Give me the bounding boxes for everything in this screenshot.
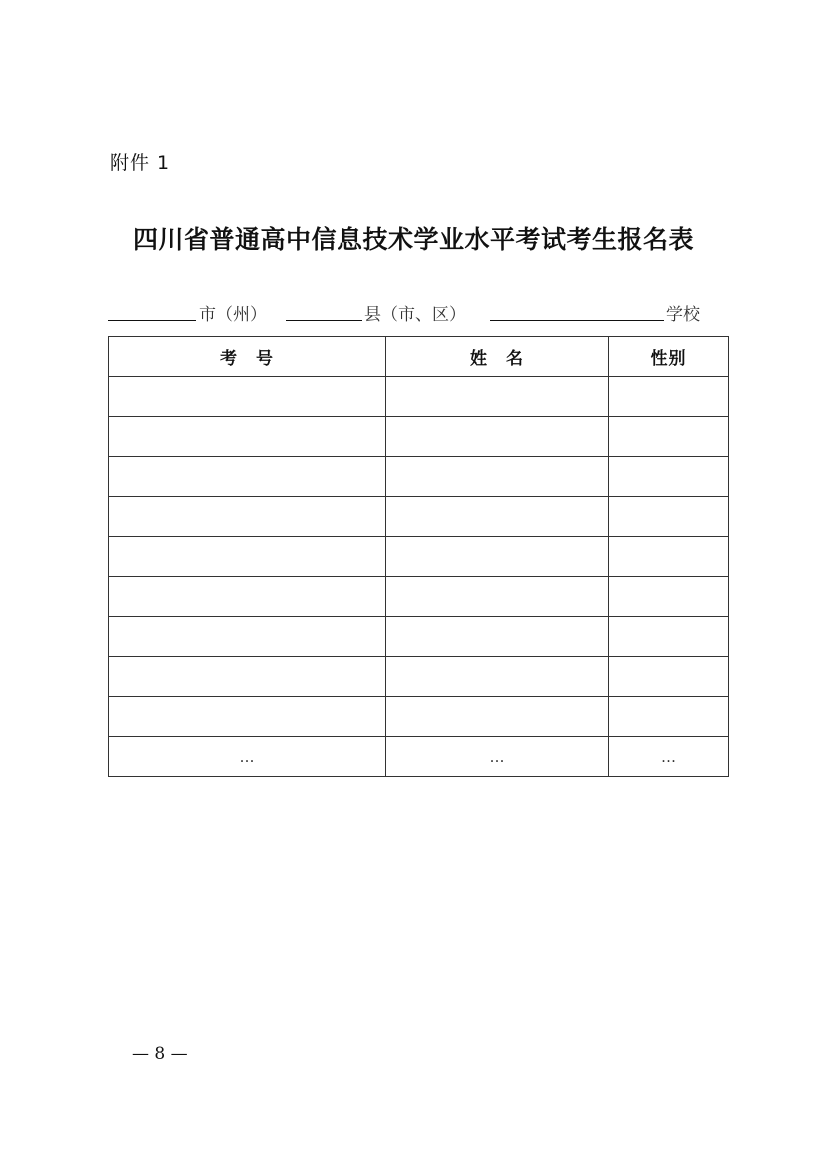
name-cell[interactable] — [386, 537, 609, 577]
exam-number-cell[interactable] — [109, 577, 386, 617]
header-gender: 性别 — [609, 337, 729, 377]
header-name: 姓 名 — [386, 337, 609, 377]
header-exam-number: 考 号 — [109, 337, 386, 377]
page-number: — 8 — — [132, 1044, 188, 1064]
name-cell[interactable] — [386, 457, 609, 497]
gender-cell[interactable] — [609, 377, 729, 417]
table-row — [109, 497, 729, 537]
county-label: 县（市、区） — [364, 305, 466, 325]
school-label: 学校 — [666, 305, 700, 325]
continuation-ellipsis: … — [386, 737, 609, 777]
table-row — [109, 377, 729, 417]
table-row — [109, 457, 729, 497]
table-row — [109, 577, 729, 617]
gender-cell[interactable] — [609, 537, 729, 577]
exam-number-cell[interactable] — [109, 617, 386, 657]
gender-cell[interactable] — [609, 617, 729, 657]
exam-number-cell[interactable] — [109, 497, 386, 537]
table-row — [109, 417, 729, 457]
table-row — [109, 697, 729, 737]
location-fill-line — [108, 300, 728, 324]
name-cell[interactable] — [386, 617, 609, 657]
table-row — [109, 537, 729, 577]
attachment-label: 附件 1 — [110, 152, 171, 174]
name-cell[interactable] — [386, 657, 609, 697]
table-header-row — [109, 337, 729, 377]
gender-cell[interactable] — [609, 697, 729, 737]
exam-number-cell[interactable] — [109, 537, 386, 577]
school-blank[interactable] — [490, 320, 664, 321]
name-cell[interactable] — [386, 377, 609, 417]
form-title: 四川省普通高中信息技术学业水平考试考生报名表 — [132, 225, 694, 254]
exam-number-cell[interactable] — [109, 697, 386, 737]
table-row — [109, 657, 729, 697]
continuation-row — [109, 737, 729, 777]
name-cell[interactable] — [386, 497, 609, 537]
continuation-ellipsis: … — [609, 737, 729, 777]
name-cell[interactable] — [386, 697, 609, 737]
exam-number-cell[interactable] — [109, 657, 386, 697]
registration-table — [108, 336, 729, 777]
exam-number-cell[interactable] — [109, 457, 386, 497]
gender-cell[interactable] — [609, 457, 729, 497]
gender-cell[interactable] — [609, 417, 729, 457]
gender-cell[interactable] — [609, 657, 729, 697]
county-blank[interactable] — [286, 320, 362, 321]
name-cell[interactable] — [386, 417, 609, 457]
exam-number-cell[interactable] — [109, 377, 386, 417]
gender-cell[interactable] — [609, 577, 729, 617]
gender-cell[interactable] — [609, 497, 729, 537]
table-row — [109, 617, 729, 657]
city-blank[interactable] — [108, 320, 196, 321]
continuation-ellipsis: … — [109, 737, 386, 777]
exam-number-cell[interactable] — [109, 417, 386, 457]
city-label: 市（州） — [199, 305, 267, 325]
name-cell[interactable] — [386, 577, 609, 617]
